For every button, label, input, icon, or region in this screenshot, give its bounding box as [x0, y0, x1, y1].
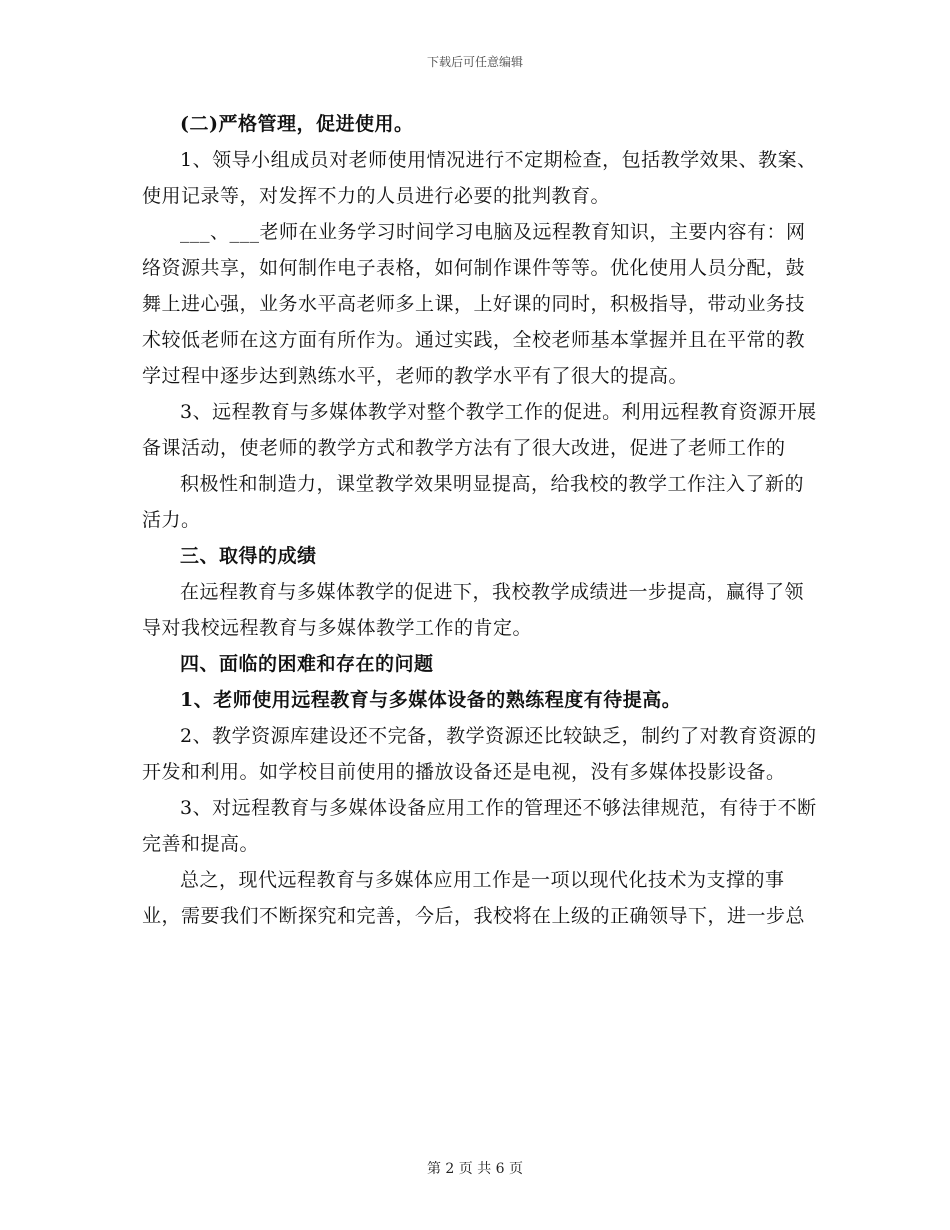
document-body — [142, 106, 822, 934]
paragraph-problem-resources: 2、教学资源库建设还不完备，教学资源还比较缺乏，制约了对教育资源的开发和利用。如学校目前使用的播放设备还是电视，没有多媒体投影设备。 — [142, 725, 817, 783]
paragraph-leader-inspection: 1、领导小组成员对老师使用情况进行不定期检查，包括教学效果、教案、使用记录等，对发挥不力的人员进行必要的批判教育。 — [142, 149, 817, 207]
paragraph-remote-education-promotion: 3、远程教育与多媒体教学对整个教学工作的促进。利用远程教育资源开展备课活动，使老师的教学方式和教学方法有了很大改进，促进了老师工作的 — [142, 401, 817, 459]
paragraph-achievements: 在远程教育与多媒体教学的促进下，我校教学成绩进一步提高，赢得了领导对我校远程教育与多媒体教学工作的肯定。 — [142, 581, 805, 639]
paragraph-teacher-study: ___、___老师在业务学习时间学习电脑及远程教育知识，主要内容有：网络资源共享，如何制作电子表格，如何制作课件等等。优化使用人员分配，鼓舞上进心强，业务水平高老师多上课，上好课的同时，积极指导，带动业务技术较低老师在这方面有所作为。通过实践，全校老师基本掌握并且在平常的教学过程中逐步达到熟练水平，老师的教学水平有了很大的提高。 — [142, 221, 806, 387]
paragraph-problem-proficiency: 1、老师使用远程教育与多媒体设备的熟练程度有待提高。 — [180, 689, 682, 711]
section-heading-achievements: 三、取得的成绩 — [180, 545, 317, 567]
paragraph-conclusion: 总之，现代远程教育与多媒体应用工作是一项以现代化技术为支撑的事业，需要我们不断探究和完善，今后，我校将在上级的正确领导下，进一步总 — [142, 869, 806, 927]
section-heading-problems: 四、面临的困难和存在的问题 — [180, 653, 434, 675]
header-note: 下载后可任意编辑 — [426, 55, 523, 69]
paragraph-problem-management: 3、对远程教育与多媒体设备应用工作的管理还不够法律规范，有待于不断完善和提高。 — [142, 797, 817, 855]
paragraph-enthusiasm: 积极性和制造力，课堂教学效果明显提高，给我校的教学工作注入了新的活力。 — [142, 473, 805, 531]
section-heading-strict-management: (二)严格管理，促进使用。 — [180, 113, 414, 135]
page-number: 第 2 页 共 6 页 — [426, 1161, 524, 1177]
